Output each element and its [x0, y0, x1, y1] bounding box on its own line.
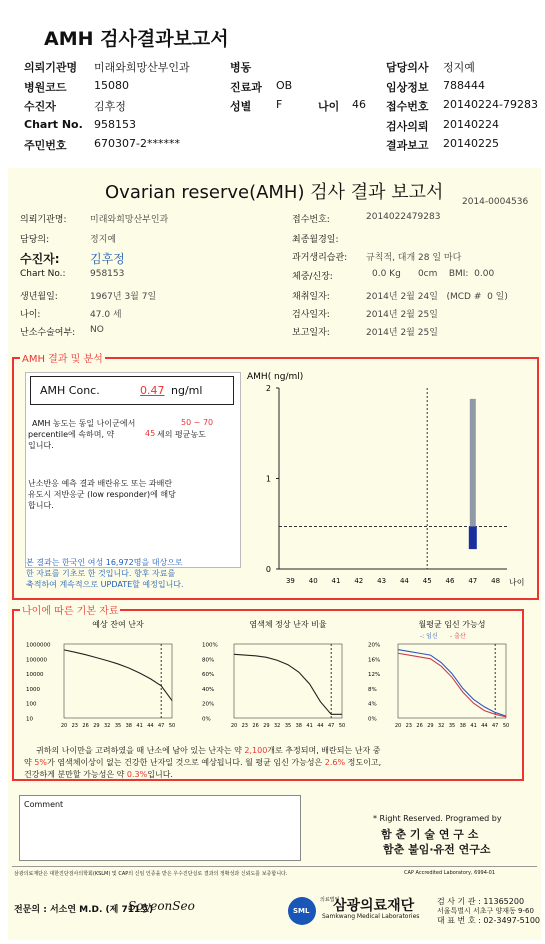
x-tick-label: 45 [422, 577, 432, 585]
x-tick-label: 35 [284, 723, 292, 729]
footer-phone: 대 표 번 호 : 02-3497-5100 [437, 916, 540, 925]
y-tick-label: 80% [202, 657, 215, 664]
x-axis-label: 나이 [509, 578, 525, 587]
y-tick-label: 12% [368, 672, 381, 679]
info-value: 2014022479283 [366, 212, 441, 222]
x-tick-label: 26 [252, 723, 259, 729]
amh-conc-unit: ng/ml [171, 384, 203, 397]
header-label: 나이 [318, 100, 340, 113]
x-tick-label: 50 [338, 723, 346, 729]
amh-percentile-text: 입니다. [28, 441, 54, 450]
series-line [64, 650, 172, 701]
x-tick-label: 38 [295, 723, 302, 729]
x-tick-label: 47 [328, 723, 335, 729]
normal-chromosome-chart [194, 616, 354, 736]
footer-institution-code: 검 사 기 관 : 11365200 [437, 897, 525, 906]
chart-title: 예상 잔여 난자 [92, 620, 144, 629]
header-value: OB [276, 79, 293, 92]
info-value: 미래와희망산부인과 [90, 215, 169, 225]
amh-percentile-text: AMH 농도는 동일 나이군에서 [32, 419, 136, 428]
x-tick-label: 38 [459, 723, 466, 729]
summary-text: 건강하게 분만할 가능성은 약 [24, 770, 125, 779]
x-tick-label: 39 [285, 577, 295, 585]
x-tick-label: 23 [71, 723, 78, 729]
plot-frame [398, 644, 506, 718]
summary-birth-pct: 0.3% [126, 770, 148, 779]
info-label: 담당의: [20, 235, 50, 245]
y-tick-label: 1000 [26, 686, 40, 693]
y-tick-label: 1 [265, 474, 271, 484]
info-value: 2014년 2월 24일 (MCD # 0 일) [366, 292, 508, 302]
info-label: 접수번호: [292, 215, 330, 225]
y-tick-label: 1000000 [26, 642, 51, 649]
series-line [398, 650, 506, 717]
y-tick-label: 0% [202, 716, 211, 723]
x-tick-label: 48 [491, 577, 501, 585]
header-value: 670307-2****** [94, 137, 180, 150]
info-label: 검사일자: [292, 310, 330, 320]
amh-conc-label: AMH Conc. [40, 384, 100, 397]
summary-text: 입니다. [147, 770, 173, 779]
amh-percentile-range: 50 ~ 70 [181, 418, 214, 427]
x-tick-label: 40 [308, 577, 318, 585]
report-doc-number: 2014-0004536 [462, 197, 529, 207]
header-label: 임상정보 [386, 81, 429, 94]
x-tick-label: 38 [125, 723, 132, 729]
header-label: 담당의사 [386, 61, 429, 74]
footer-certification: 삼광의료재단은 대한진단검사의학회(KSLM) 및 CAP의 신임 인증을 받은 우수진단실로 결과의 정확성과 신뢰도를 보증합니다. [14, 871, 288, 877]
summary-text: 가 염색체이상이 없는 건강한 난자일 것으로 예상됩니다. 월 평균 임신 가능성은 [46, 758, 323, 767]
info-label: 체중/신장: [292, 272, 333, 282]
info-value: 1967년 3월 7일 [90, 292, 157, 302]
y-axis-label: AMH( ng/ml) [247, 372, 304, 382]
amh-note-text: 한 자료를 기초로 한 것입니다. 향후 자료를 [26, 569, 176, 578]
info-value: 2014년 2월 25일 [366, 310, 438, 320]
y-tick-label: 60% [202, 672, 215, 679]
header-label: 수진자 [24, 100, 56, 113]
plot-frame [64, 644, 172, 718]
summary-pregnancy-pct: 2.6% [324, 758, 346, 767]
y-tick-label: 8% [368, 686, 377, 693]
x-tick-label: 43 [377, 577, 387, 585]
footer-logo-small: 의료법인 [320, 897, 340, 903]
header-value: 20140225 [443, 137, 499, 150]
header-value: 15080 [94, 79, 129, 92]
x-tick-label: 35 [448, 723, 456, 729]
info-label: Chart No.: [20, 269, 66, 279]
header-value: 46 [352, 98, 366, 111]
header-value: 정지예 [443, 61, 475, 74]
info-value: 정지예 [90, 235, 117, 245]
header-label: 병원코드 [24, 81, 67, 94]
header-label: 의뢰기관명 [24, 61, 78, 74]
x-tick-label: 41 [470, 723, 477, 729]
x-tick-label: 20 [230, 723, 238, 729]
header-value: 958153 [94, 118, 136, 131]
header-value: 20140224-79283 [443, 98, 538, 111]
series-line [398, 653, 506, 717]
x-tick-label: 47 [158, 723, 165, 729]
y-tick-label: 100% [202, 642, 218, 649]
header-label: 검사의뢰 [386, 120, 429, 133]
summary-text: 정도이고, [347, 758, 382, 767]
info-value: 47.0 세 [90, 310, 122, 320]
amh-response-text: 난소반응 예측 결과 배란유도 또는 과배란 [28, 479, 173, 488]
header-value: 788444 [443, 79, 485, 92]
series-line [234, 654, 342, 714]
footer-address: 서울특별시 서초구 양재동 9-60 [437, 907, 534, 915]
x-tick-label: 23 [241, 723, 248, 729]
report-title: Ovarian reserve(AMH) 검사 결과 보고서 [105, 182, 444, 203]
y-tick-label: 20% [368, 642, 381, 649]
info-value: 규칙적, 대개 28 일 마다 [366, 253, 462, 263]
info-label: 생년월일: [20, 292, 58, 302]
info-label: 최종월경일: [292, 235, 339, 245]
credit-org-2: 함춘 불임·유전 연구소 [383, 843, 491, 856]
amh-age-chart [245, 364, 535, 590]
credit-text: * Right Reserved. Programed by [373, 814, 502, 823]
remaining-eggs-chart [24, 616, 184, 736]
x-tick-label: 32 [438, 723, 445, 729]
info-value: 2014년 2월 25일 [366, 328, 438, 338]
samkwang-logo-mark: SML [293, 907, 310, 915]
y-tick-label: 10000 [26, 672, 44, 679]
info-label: 과거생리습관: [292, 253, 348, 263]
x-tick-label: 41 [136, 723, 143, 729]
basic-section-title: 나이에 따른 기본 자료 [20, 602, 120, 617]
y-tick-label: 10 [26, 716, 33, 723]
header-value: 미래와희망산부인과 [94, 61, 190, 74]
amh-note-text: 축적하여 계속적으로 UPDATE할 예정입니다. [26, 580, 184, 589]
comment-label: Comment [24, 800, 64, 809]
chart-title: 염색체 정상 난자 비율 [249, 620, 327, 629]
header-value: F [276, 98, 283, 111]
header-label: 접수번호 [386, 100, 429, 113]
y-tick-label: 2 [265, 384, 271, 393]
x-tick-label: 29 [427, 723, 434, 729]
amh-note-text: 본 결과는 한국인 여성 16,972명을 대상으로 [26, 558, 183, 567]
amh-percentile-text: 세의 평균농도 [157, 430, 206, 439]
info-label: 수진자: [20, 252, 60, 266]
x-tick-label: 44 [481, 723, 488, 729]
info-label: 나이: [20, 310, 41, 320]
amh-equivalent-age: 45 [145, 429, 156, 438]
header-label: 병동 [230, 61, 252, 74]
summary-text: 개로 추정되며, 배란되는 난자 중 [267, 746, 381, 755]
footer-signature: SoyeonSeo [128, 899, 195, 913]
x-tick-label: 29 [93, 723, 100, 729]
x-tick-label: 46 [445, 577, 455, 585]
x-tick-label: 47 [492, 723, 499, 729]
x-tick-label: 41 [331, 577, 341, 585]
footer-divider [12, 866, 537, 867]
x-tick-label: 44 [399, 577, 409, 585]
header-value: 김후정 [94, 100, 126, 113]
x-tick-label: 26 [82, 723, 89, 729]
credit-org-1: 함 춘 기 술 연 구 소 [381, 828, 479, 841]
y-tick-label: 16% [368, 657, 381, 664]
x-tick-label: 42 [354, 577, 364, 585]
x-tick-label: 50 [168, 723, 176, 729]
x-tick-label: 32 [274, 723, 281, 729]
y-tick-label: 0% [368, 716, 377, 723]
info-label: 채취일자: [292, 292, 330, 302]
summary-line-1 [36, 745, 380, 756]
amh-conc-value: 0.47 [140, 384, 165, 397]
header-label: 주민번호 [24, 139, 67, 152]
y-tick-label: 100000 [26, 657, 47, 664]
x-tick-label: 50 [502, 723, 510, 729]
x-tick-label: 26 [416, 723, 423, 729]
summary-line-3 [24, 769, 173, 780]
y-tick-label: 20% [202, 701, 215, 708]
info-label: 보고일자: [292, 328, 330, 338]
header-label: 성별 [230, 100, 252, 113]
summary-text: 귀하의 나이만을 고려하였을 때 난소에 남아 있는 난자는 약 [36, 746, 242, 755]
patient-amh-bar [469, 526, 477, 549]
amh-response-text: 유도시 저반응군 (low responder)에 해당 [28, 490, 176, 499]
amh-percentile-text: percentile에 속하며, 약 [28, 430, 115, 439]
footer-cap: CAP Accredited Laboratory, 6994-01 [404, 870, 496, 876]
x-tick-label: 20 [394, 723, 402, 729]
header-label: Chart No. [24, 118, 83, 131]
x-tick-label: 32 [104, 723, 111, 729]
y-tick-label: 100 [26, 701, 37, 708]
footer-logo-name: 삼광의료재단 [333, 898, 415, 914]
x-tick-label: 47 [468, 577, 478, 585]
report-header-title: AMH 검사결과보고서 [44, 28, 229, 50]
x-tick-label: 35 [114, 723, 122, 729]
x-tick-label: 20 [60, 723, 68, 729]
y-tick-label: 0 [265, 565, 271, 574]
footer-logo-en: Samkwang Medical Laboratories [322, 913, 420, 920]
header-value: 20140224 [443, 118, 499, 131]
amh-response-text: 합니다. [28, 501, 54, 510]
header-label: 결과보고 [386, 139, 429, 152]
footer-specialist: 전문의 : 서소연 M.D. (제 711호) [14, 905, 154, 915]
info-value-patient-name: 김후정 [90, 252, 125, 266]
summary-normal-pct: 5% [34, 758, 47, 767]
info-value: 0.0 Kg 0cm BMI: 0.00 [372, 269, 495, 279]
y-tick-label: 40% [202, 686, 215, 693]
y-tick-label: 4% [368, 701, 377, 708]
x-tick-label: 44 [147, 723, 154, 729]
x-tick-label: 44 [317, 723, 324, 729]
info-value: 958153 [90, 269, 125, 279]
amh-section-title: AMH 결과 및 분석 [20, 350, 105, 365]
info-value: NO [90, 325, 104, 335]
legend-label: -: 임신 [420, 633, 438, 640]
monthly-pregnancy-chart [358, 616, 518, 736]
summary-line-2 [24, 757, 381, 768]
x-tick-label: 41 [306, 723, 313, 729]
x-tick-label: 23 [405, 723, 412, 729]
header-label: 진료과 [230, 81, 262, 94]
summary-egg-count: 2,100 [244, 746, 268, 755]
summary-text: 약 [24, 758, 32, 767]
info-label: 난소수술여부: [20, 328, 76, 338]
legend-label: - 출산 [450, 633, 466, 640]
info-label: 의뢰기관명: [20, 215, 67, 225]
chart-title: 월평균 임신 가능성 [418, 620, 486, 629]
x-tick-label: 29 [263, 723, 270, 729]
